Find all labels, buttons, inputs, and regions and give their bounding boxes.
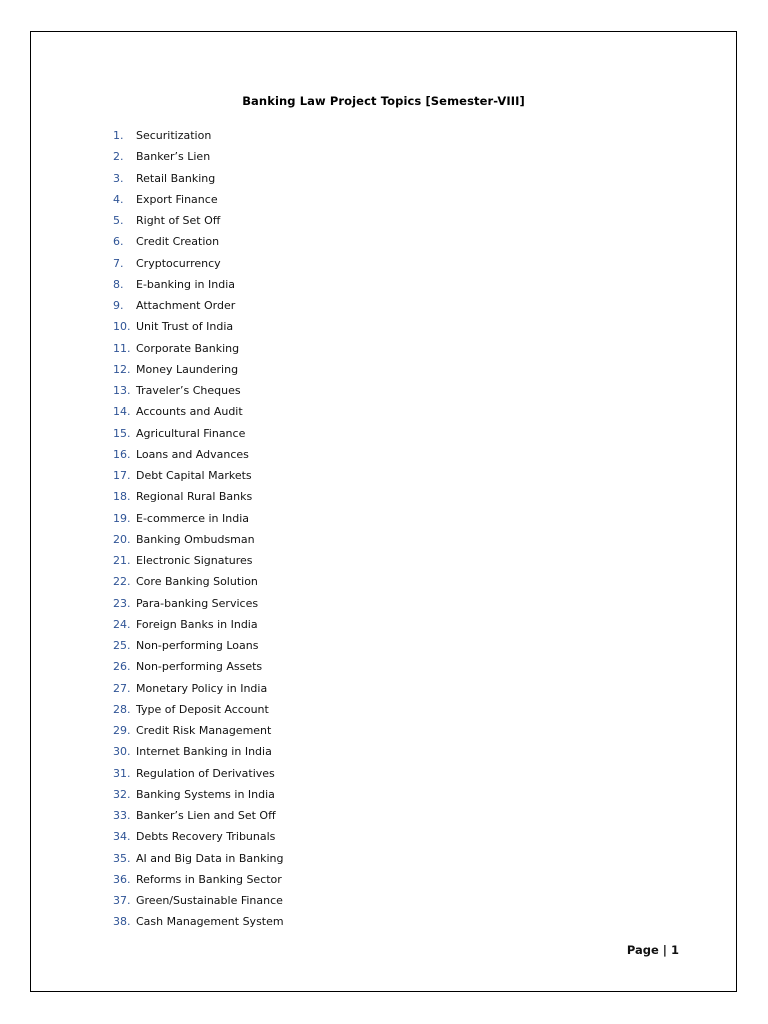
list-item xyxy=(31,404,736,425)
list-item-text: Retail Banking xyxy=(136,171,216,185)
list-item xyxy=(31,574,736,595)
list-item-text: Debts Recovery Tribunals xyxy=(136,830,276,844)
list-item xyxy=(31,447,736,468)
list-item-number: 31. xyxy=(113,766,131,780)
list-item xyxy=(31,341,736,362)
list-item-number: 32. xyxy=(113,787,131,801)
list-item xyxy=(31,234,736,255)
list-item-number: 34. xyxy=(113,830,131,844)
list-item xyxy=(31,489,736,510)
list-item-text: Cryptocurrency xyxy=(136,256,221,270)
list-item-number: 20. xyxy=(113,532,131,546)
list-item-text: Reforms in Banking Sector xyxy=(136,872,282,886)
document-title: Banking Law Project Topics [Semester-VIII] xyxy=(242,94,525,108)
list-item-text: Securitization xyxy=(136,129,212,142)
list-item-number: 22. xyxy=(113,575,131,589)
list-item-number: 30. xyxy=(113,745,131,759)
list-item xyxy=(31,851,736,872)
list-item-text: Banker’s Lien and Set Off xyxy=(136,809,276,822)
list-item-text: Banking Systems in India xyxy=(136,787,275,801)
list-item xyxy=(31,277,736,298)
list-item xyxy=(31,426,736,447)
list-item-text: Money Laundering xyxy=(136,362,239,376)
list-item-text: Credit Risk Management xyxy=(136,724,272,737)
list-item-number: 6. xyxy=(113,235,124,249)
list-item-text: Agricultural Finance xyxy=(136,426,246,440)
list-item-text: Electronic Signatures xyxy=(136,554,253,567)
list-item-number: 1. xyxy=(113,129,124,142)
list-item xyxy=(31,723,736,744)
list-item xyxy=(31,362,736,383)
list-item-number: 38. xyxy=(113,915,131,929)
list-item-text: Foreign Banks in India xyxy=(136,617,258,631)
list-item xyxy=(31,383,736,404)
list-item xyxy=(31,511,736,532)
list-item-text: Banker’s Lien xyxy=(136,150,211,164)
list-item-number: 35. xyxy=(113,851,131,865)
list-item-text: E-banking in India xyxy=(136,277,236,291)
list-item-number: 10. xyxy=(113,320,131,334)
list-item xyxy=(31,872,736,893)
list-item-number: 12. xyxy=(113,362,131,376)
list-item xyxy=(31,808,736,829)
list-item-number: 2. xyxy=(113,150,124,164)
list-item-text: Monetary Policy in India xyxy=(136,681,268,695)
page-number: Page | 1 xyxy=(626,943,679,957)
list-item-text: Export Finance xyxy=(136,192,218,206)
list-item-number: 4. xyxy=(113,192,124,206)
list-item-text: Right of Set Off xyxy=(136,214,221,227)
list-item-number: 36. xyxy=(113,872,131,886)
list-item-number: 16. xyxy=(113,447,131,461)
list-item xyxy=(31,149,736,170)
list-item-text: Regional Rural Banks xyxy=(136,490,253,504)
list-item xyxy=(31,532,736,553)
list-item xyxy=(31,829,736,850)
list-item-text: Type of Deposit Account xyxy=(136,702,269,716)
list-item-text: AI and Big Data in Banking xyxy=(136,851,284,865)
list-item-text: Non-performing Loans xyxy=(136,639,259,652)
list-item-number: 15. xyxy=(113,426,131,440)
list-item xyxy=(31,638,736,659)
list-item xyxy=(31,914,736,935)
document-page xyxy=(30,31,737,992)
list-item-number: 17. xyxy=(113,469,131,482)
list-item xyxy=(31,617,736,638)
list-item xyxy=(31,659,736,680)
list-item-number: 19. xyxy=(113,511,131,525)
list-item-number: 37. xyxy=(113,894,131,907)
list-item-number: 23. xyxy=(113,596,131,610)
list-item xyxy=(31,893,736,914)
list-item-text: Loans and Advances xyxy=(136,447,249,461)
list-item xyxy=(31,468,736,489)
list-item-number: 3. xyxy=(113,171,124,185)
list-item-text: Debt Capital Markets xyxy=(136,469,252,482)
list-item xyxy=(31,787,736,808)
list-item-text: Regulation of Derivatives xyxy=(136,766,275,780)
list-item-text: Green/Sustainable Finance xyxy=(136,894,283,907)
list-item-number: 21. xyxy=(113,554,131,567)
list-item-number: 18. xyxy=(113,490,131,504)
list-item-text: Credit Creation xyxy=(136,235,220,249)
list-item xyxy=(31,192,736,213)
list-item-text: Unit Trust of India xyxy=(136,320,234,334)
list-item-number: 9. xyxy=(113,299,124,312)
list-item-text: Cash Management System xyxy=(136,915,284,929)
list-item xyxy=(31,681,736,702)
list-item xyxy=(31,702,736,723)
list-item-number: 33. xyxy=(113,809,131,822)
list-item-number: 29. xyxy=(113,724,131,737)
list-item-number: 11. xyxy=(113,341,131,355)
list-item-text: Traveler’s Cheques xyxy=(136,384,241,397)
list-item xyxy=(31,171,736,192)
list-item-number: 26. xyxy=(113,660,131,674)
topic-list xyxy=(31,128,736,936)
list-item xyxy=(31,319,736,340)
list-item-text: Core Banking Solution xyxy=(136,575,258,589)
list-item-text: Internet Banking in India xyxy=(136,745,272,759)
list-item-number: 27. xyxy=(113,681,131,695)
list-item xyxy=(31,256,736,277)
list-item-text: Accounts and Audit xyxy=(136,405,243,419)
list-item-text: Para-banking Services xyxy=(136,596,259,610)
list-item xyxy=(31,213,736,234)
list-item-text: Attachment Order xyxy=(136,299,236,312)
list-item-text: Banking Ombudsman xyxy=(136,532,255,546)
list-item-number: 13. xyxy=(113,384,131,397)
list-item xyxy=(31,744,736,765)
list-item-number: 8. xyxy=(113,277,124,291)
list-item-number: 24. xyxy=(113,617,131,631)
list-item xyxy=(31,128,736,149)
list-item xyxy=(31,596,736,617)
list-item-number: 5. xyxy=(113,214,124,227)
list-item-number: 25. xyxy=(113,639,131,652)
list-item-number: 28. xyxy=(113,702,131,716)
list-item xyxy=(31,553,736,574)
list-item-text: Corporate Banking xyxy=(136,341,240,355)
list-item xyxy=(31,766,736,787)
list-item xyxy=(31,298,736,319)
list-item-text: E-commerce in India xyxy=(136,511,250,525)
list-item-text: Non-performing Assets xyxy=(136,660,263,674)
list-item-number: 14. xyxy=(113,405,131,419)
list-item-number: 7. xyxy=(113,256,124,270)
